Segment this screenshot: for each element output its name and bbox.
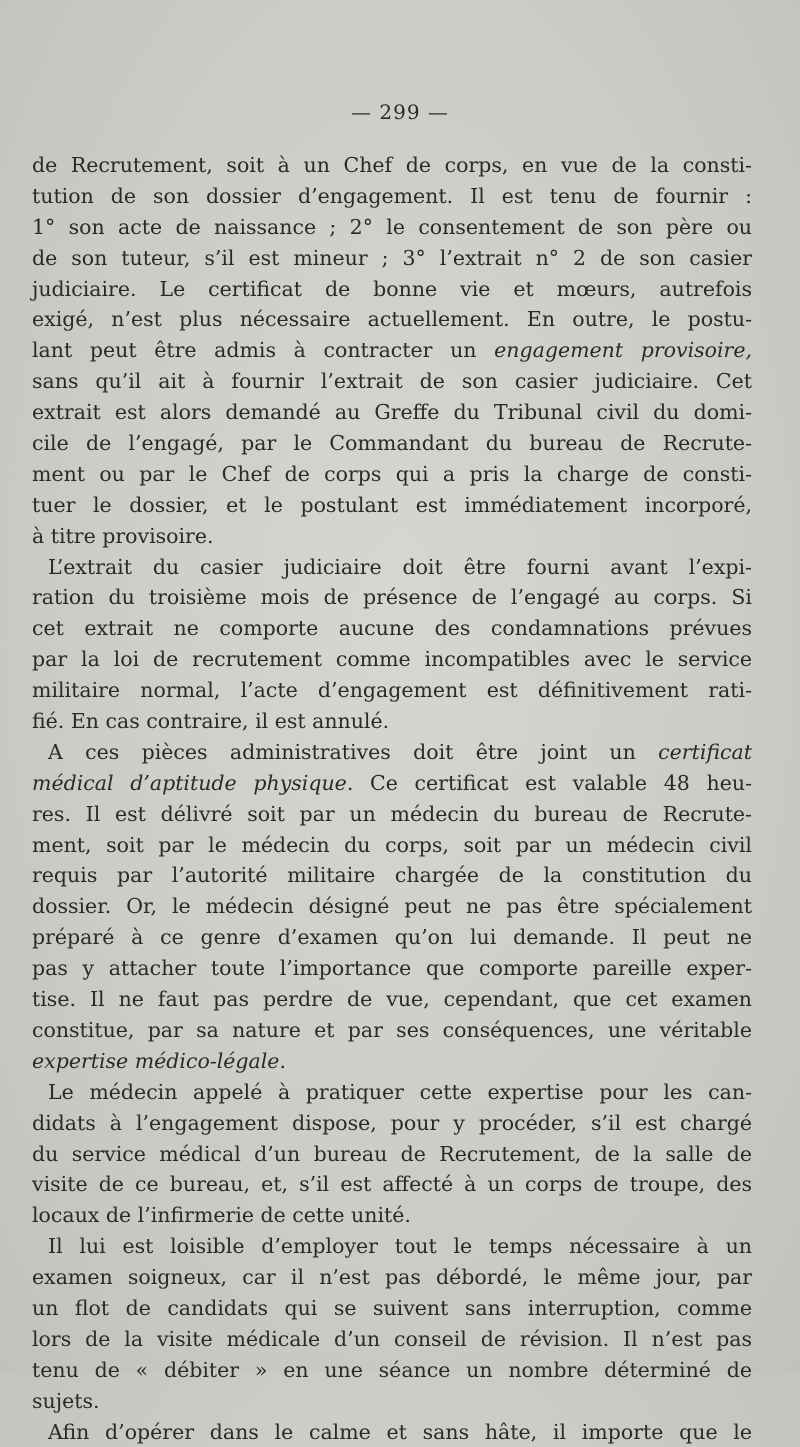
text-line: ration du troisième mois de présence de l’engagé au corps. Si (32, 585, 752, 610)
text-line: de Recrutement, soit à un Chef de corps, en vue de la consti- (32, 153, 752, 177)
text-line (32, 737, 752, 768)
text-line: visite de ce bureau, et, s’il est affecté à un corps de troupe, des (32, 1172, 752, 1197)
text-segment: A ces pièces administratives doit être joint un (48, 739, 659, 764)
text-line: Afin d’opérer dans le calme et sans hâte, il importe que le (48, 1419, 752, 1444)
text-line: à titre provisoire. (32, 523, 214, 548)
text-line: cile de l’engagé, par le Commandant du bureau de Recrute- (32, 431, 752, 456)
text-line: res. Il est délivré soit par un médecin du bureau de Recrute- (32, 801, 752, 826)
text-line: dossier. Or, le médecin désigné peut ne pas être spécialement (32, 894, 752, 919)
text-line: de son tuteur, s’il est mineur ; 3° l’extrait n° 2 de son casier (32, 245, 752, 270)
italic-term: médical d’aptitude physique (32, 770, 347, 795)
text-line: exigé, n’est plus nécessaire actuellement. En outre, le postu- (32, 307, 752, 332)
text-line: constitue, par sa nature et par ses conséquences, une véritable (32, 1017, 752, 1042)
text-line: sans qu’il ait à fournir l’extrait de son casier judiciaire. Cet (32, 369, 752, 394)
text-line: Le médecin appelé à pratiquer cette expertise pour les can- (48, 1079, 752, 1104)
text-segment: lant peut être admis à contracter un (32, 338, 495, 363)
text-line (32, 768, 752, 799)
text-line: L’extrait du casier judiciaire doit être fourni avant l’expi- (48, 554, 752, 579)
text-line: par la loi de recrutement comme incompatibles avec le service (32, 647, 752, 672)
text-line: lors de la visite médicale d’un conseil de révision. Il n’est pas (32, 1326, 752, 1351)
text-line: fié. En cas contraire, il est annulé. (32, 709, 390, 734)
italic-term: certificat (658, 739, 752, 764)
text-line: un flot de candidats qui se suivent sans interruption, comme (32, 1295, 752, 1320)
text-line: requis par l’autorité militaire chargée de la constitution du (32, 863, 752, 888)
text-line: examen soigneux, car il n’est pas débordé, le même jour, par (32, 1265, 752, 1290)
text-line: tuer le dossier, et le postulant est immédiatement incorporé, (32, 492, 752, 517)
text-line: tenu de « débiter » en une séance un nombre déterminé de (32, 1357, 752, 1382)
text-line: du service médical d’un bureau de Recrutement, de la salle de (32, 1141, 752, 1166)
page-number: — 299 — (351, 100, 449, 124)
text-line: didats à l’engagement dispose, pour y procéder, s’il est chargé (32, 1110, 752, 1135)
text-line: tution de son dossier d’engagement. Il est tenu de fournir : (32, 183, 752, 208)
text-line: pas y attacher toute l’importance que comporte pareille exper- (32, 956, 752, 981)
italic-term: engagement provisoire, (494, 338, 752, 363)
text-line: cet extrait ne comporte aucune des condamnations prévues (32, 616, 752, 641)
text-line: 1° son acte de naissance ; 2° le consentement de son père ou (32, 214, 752, 239)
text-line (32, 335, 752, 366)
text-segment: . Ce certificat est valable 48 heu- (346, 770, 752, 795)
text-line: extrait est alors demandé au Greffe du Tribunal civil du domi- (32, 400, 752, 425)
text-line: préparé à ce genre d’examen qu’on lui demande. Il peut ne (32, 925, 752, 950)
text-line: judiciaire. Le certificat de bonne vie et mœurs, autrefois (32, 276, 752, 301)
text-segment: . (279, 1048, 286, 1073)
text-line: ment ou par le Chef de corps qui a pris la charge de consti- (32, 461, 752, 486)
body-text (32, 150, 752, 1447)
text-line (32, 1046, 752, 1077)
text-line: sujets. (32, 1388, 100, 1413)
text-line: ment, soit par le médecin du corps, soit par un médecin civil (32, 832, 752, 857)
text-line: militaire normal, l’acte d’engagement est définitivement rati- (32, 678, 752, 703)
text-line: locaux de l’infirmerie de cette unité. (32, 1203, 411, 1228)
text-line: Il lui est loisible d’employer tout le temps nécessaire à un (48, 1234, 752, 1259)
italic-term: expertise médico-légale (32, 1048, 280, 1073)
text-line: tise. Il ne faut pas perdre de vue, cependant, que cet examen (32, 987, 752, 1012)
